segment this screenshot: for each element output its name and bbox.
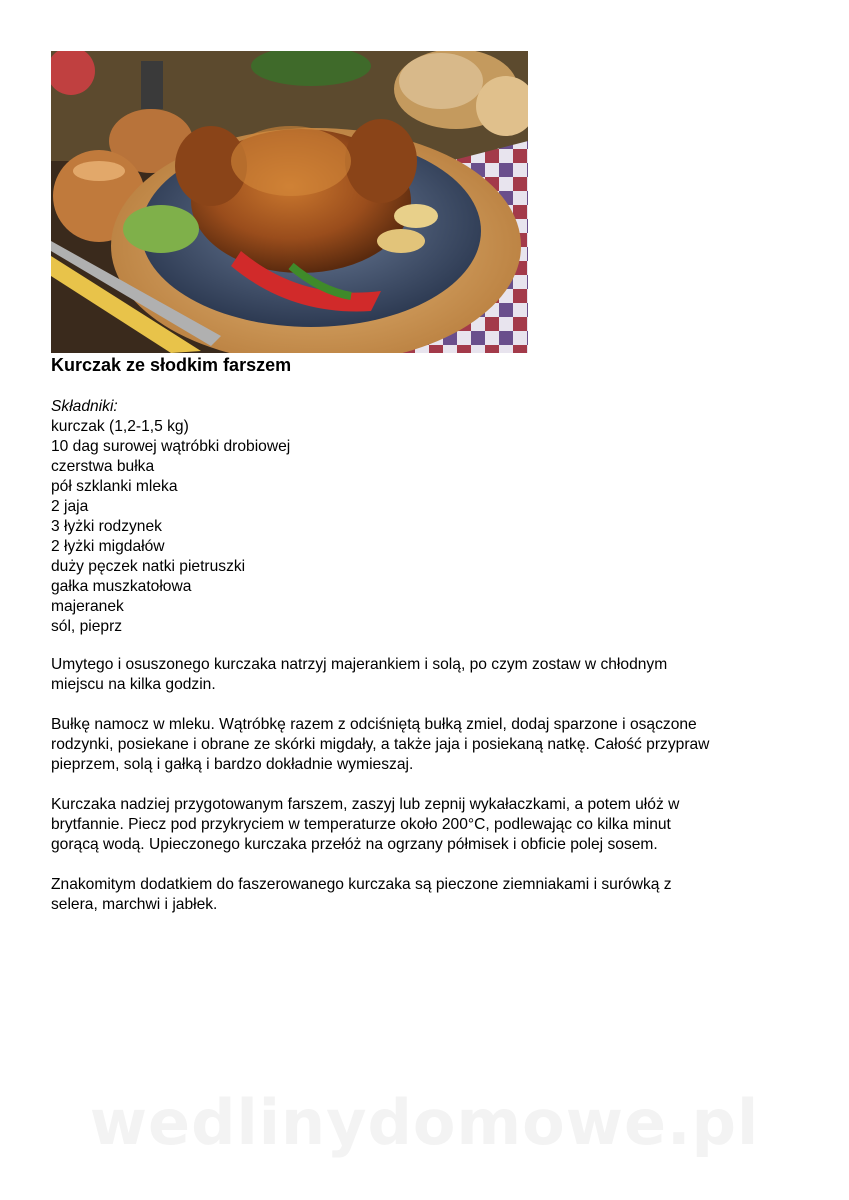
step-line: rodzynki, posiekane i obrane ze skórki migdały, a także jaja i posiekaną natkę. Całość przypraw [51,736,710,753]
roast-chicken-photo [51,51,528,353]
step-line: Znakomitym dodatkiem do faszerowanego kurczaka są pieczone ziemniakami i surówką z [51,876,672,893]
ingredients-list [51,417,791,637]
ingredient-item: sól, pieprz [51,618,123,635]
recipe-title: Kurczak ze słodkim farszem [51,355,292,375]
step-paragraph [51,715,811,775]
step-line: selera, marchwi i jabłek. [51,896,218,913]
ingredient-item: 10 dag surowej wątróbki drobiowej [51,438,291,455]
watermark: wedlinydomowe.pl [89,1086,760,1159]
step-line: brytfannie. Piecz pod przykryciem w temperaturze około 200°C, podlewając co kilka minut [51,816,671,833]
ingredients-heading: Składniki: [51,398,118,415]
step-line: Bułkę namocz w mleku. Wątróbkę razem z odciśniętą bułką zmiel, dodaj sparzone i osączone [51,716,697,733]
step-line: Umytego i osuszonego kurczaka natrzyj majerankiem i solą, po czym zostaw w chłodnym [51,656,668,673]
step-line: gorącą wodą. Upieczonego kurczaka przełóż na ogrzany półmisek i obficie polej sosem. [51,836,658,853]
ingredient-item: pół szklanki mleka [51,478,178,495]
step-paragraph [51,795,811,855]
ingredient-item: 3 łyżki rodzynek [51,518,162,535]
ingredient-item: kurczak (1,2-1,5 kg) [51,418,189,435]
ingredient-item: czerstwa bułka [51,458,155,475]
ingredient-item: duży pęczek natki pietruszki [51,558,246,575]
ingredient-item: 2 jaja [51,498,89,515]
ingredients-section [51,397,791,637]
step-line: pieprzem, solą i gałką i bardzo dokładnie wymieszaj. [51,756,414,773]
step-line: Kurczaka nadziej przygotowanym farszem, zaszyj lub zepnij wykałaczkami, a potem ułóż w [51,796,680,813]
ingredient-item: 2 łyżki migdałów [51,538,165,555]
step-paragraph [51,875,811,915]
ingredient-item: gałka muszkatołowa [51,578,192,595]
preparation-steps [51,655,811,935]
ingredient-item: majeranek [51,598,124,615]
step-paragraph [51,655,811,695]
step-line: miejscu na kilka godzin. [51,676,216,693]
